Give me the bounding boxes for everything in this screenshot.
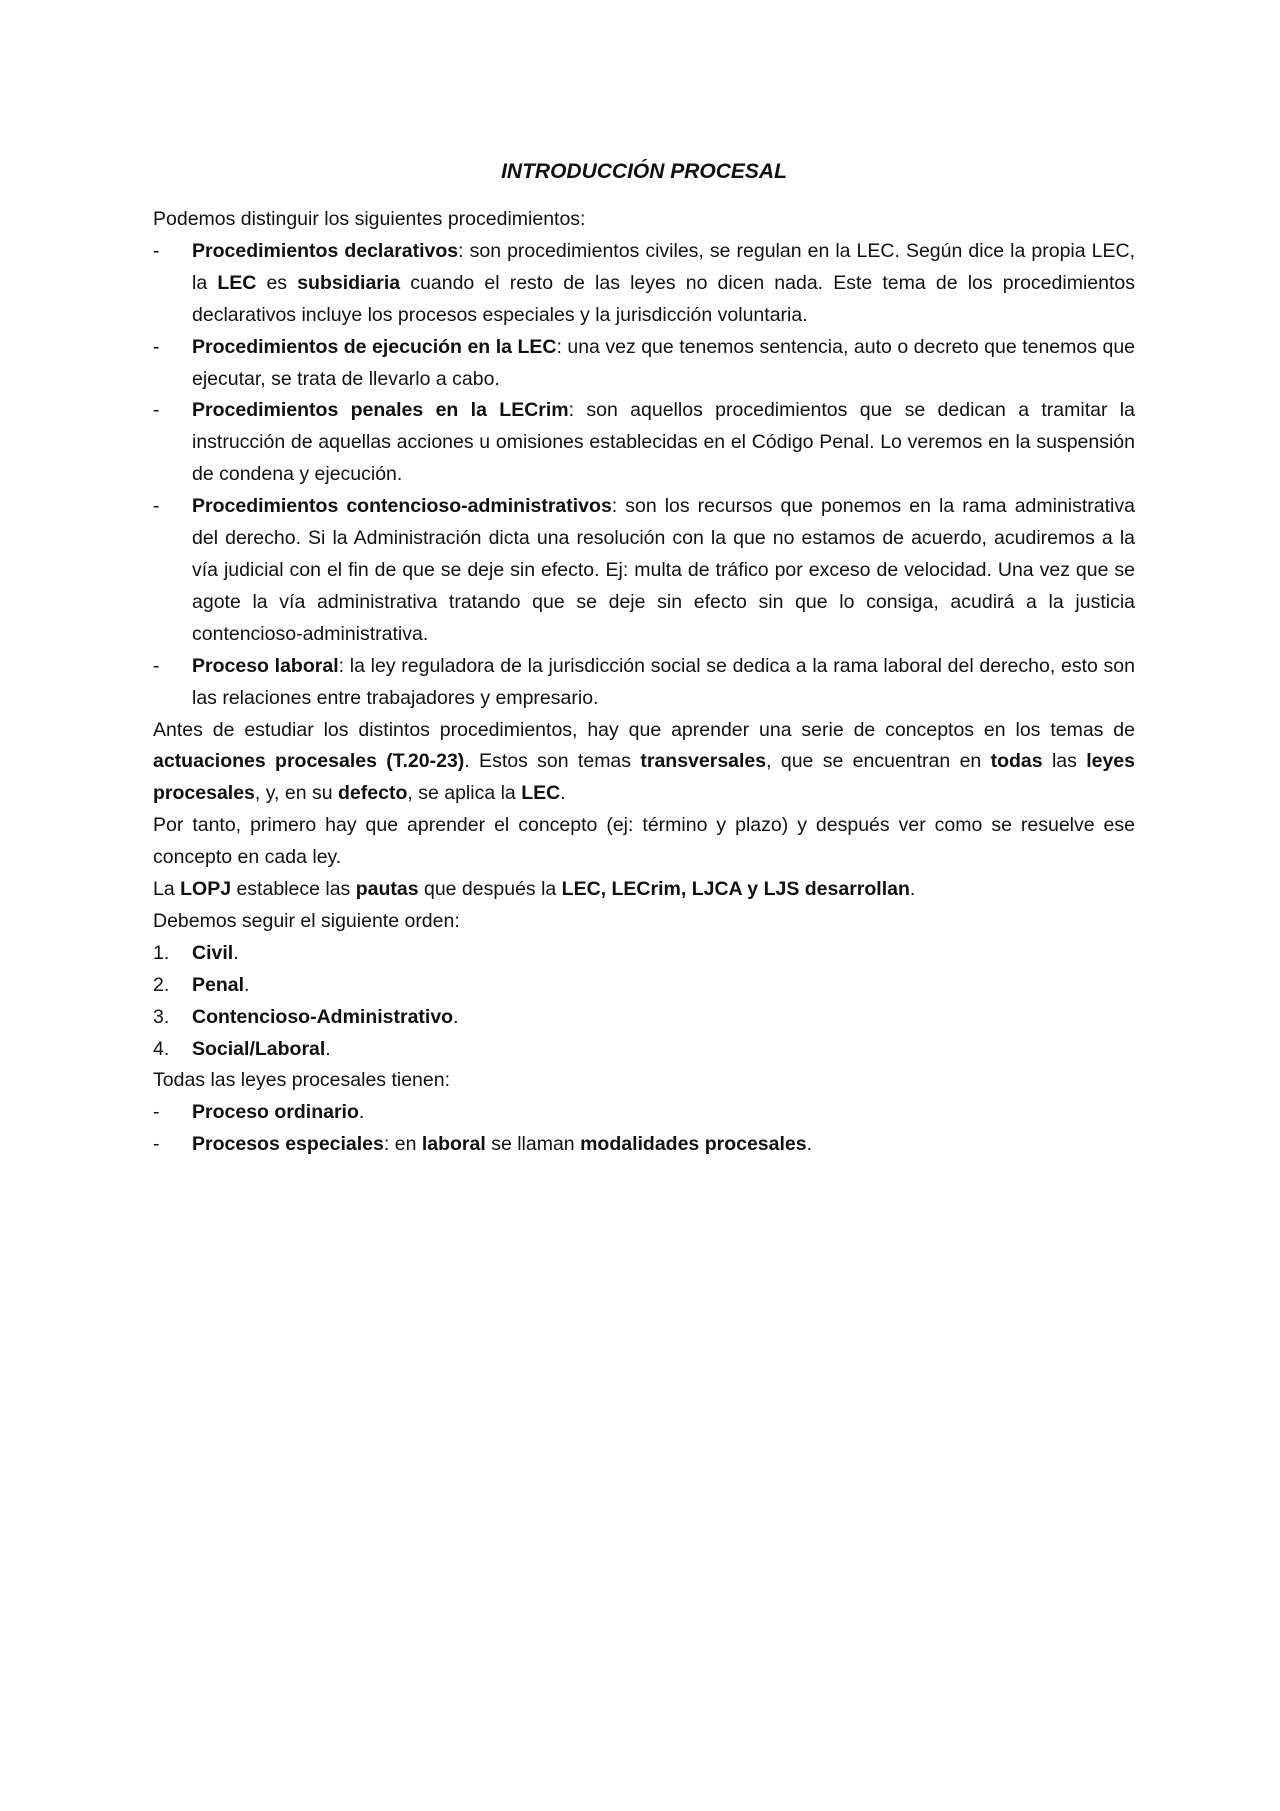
bold-text: pautas <box>355 878 419 901</box>
closing-list <box>153 1097 1135 1161</box>
list-marker: - <box>153 495 160 518</box>
text-run: , y, en su <box>254 782 339 805</box>
procedure-item <box>153 236 1135 332</box>
text-run: . Estos son temas <box>464 750 641 773</box>
body-paragraph <box>153 874 1135 906</box>
closing-item <box>153 1129 1135 1161</box>
text-run: . <box>560 782 566 805</box>
bold-text: defecto <box>338 782 408 805</box>
text-run: se llaman <box>485 1133 581 1156</box>
intro-paragraph: Podemos distinguir los siguientes procedimientos: <box>153 208 586 230</box>
procedure-item <box>153 332 1135 396</box>
procedures-list <box>153 236 1135 715</box>
bold-text: Contencioso-Administrativo <box>192 1005 454 1028</box>
bold-text: Penal <box>192 973 245 996</box>
body-paragraph <box>153 906 1135 938</box>
text-run: . <box>806 1133 813 1156</box>
text-run: . <box>325 1037 331 1060</box>
bold-text: actuaciones procesales (T.20-23) <box>153 750 465 773</box>
list-marker: - <box>153 335 160 358</box>
bold-text: todas <box>990 750 1043 773</box>
list-marker: - <box>153 1133 160 1156</box>
procedure-item <box>153 395 1135 491</box>
order-item <box>153 938 1135 970</box>
text-run: cuando el resto de las leyes no dicen nada. Este tema de los procedimientos declarativos incluye los procesos especiales y la jurisdicción voluntaria. <box>192 271 1135 326</box>
order-item <box>153 1034 1135 1066</box>
text-run: : son procedimientos civiles, se regulan en la LEC. Según dice la propia LEC, la <box>192 239 1135 294</box>
text-run: : en <box>383 1133 422 1156</box>
body-paragraphs <box>153 715 1135 938</box>
list-marker: 3. <box>153 1005 170 1028</box>
bold-text: laboral <box>421 1133 486 1156</box>
bold-text: Procedimientos contencioso-administrativos <box>192 495 612 518</box>
document-page <box>153 156 1135 1161</box>
text-run: las <box>1042 750 1087 773</box>
bold-text: Procesos especiales <box>192 1133 384 1156</box>
body-paragraph <box>153 810 1135 874</box>
list-marker: 1. <box>153 941 170 964</box>
text-run: : una vez que tenemos sentencia, auto o decreto que tenemos que ejecutar, se trata de llevarlo a cabo. <box>192 335 1136 390</box>
bold-text: leyes procesales <box>153 750 1136 805</box>
list-marker: - <box>153 239 160 262</box>
text-run: . <box>358 1101 365 1124</box>
list-marker: 2. <box>153 973 170 996</box>
list-marker: - <box>153 654 160 677</box>
closing-intro-paragraph: Todas las leyes procesales tienen: <box>153 1069 451 1092</box>
bold-text: modalidades procesales <box>580 1133 807 1156</box>
text-run: : son aquellos procedimientos que se dedican a tramitar la instrucción de aquellas acciones u omisiones establecidas en el Código Penal. Lo veremos en la suspensión de condena y ejecución. <box>192 399 1135 486</box>
bold-text: subsidiaria <box>297 271 401 294</box>
text-run: . <box>244 973 250 996</box>
bold-text: Procedimientos penales en la LECrim <box>192 399 569 422</box>
bold-text: Proceso ordinario <box>192 1101 359 1124</box>
order-item <box>153 970 1135 1002</box>
body-paragraph <box>153 715 1135 811</box>
bold-text: Procedimientos de ejecución en la LEC <box>192 335 557 358</box>
text-run: Antes de estudiar los distintos procedimientos, hay que aprender una serie de conceptos en los temas de <box>153 718 1135 741</box>
bold-text: LEC, LECrim, LJCA y LJS desarrollan <box>561 878 910 901</box>
list-marker: 4. <box>153 1037 170 1060</box>
text-run: . <box>453 1005 459 1028</box>
bold-text: LOPJ <box>180 878 232 901</box>
text-run: . <box>909 878 916 901</box>
text-run: Por tanto, primero hay que aprender el concepto (ej: término y plazo) y después ver como se resuelve ese concepto en cada ley. <box>153 814 1135 869</box>
bold-text: Social/Laboral <box>192 1037 326 1060</box>
text-run: Debemos seguir el siguiente orden: <box>153 909 460 932</box>
closing-item <box>153 1097 1135 1129</box>
procedure-item <box>153 491 1135 651</box>
bold-text: Proceso laboral <box>192 654 339 677</box>
text-run: que después la <box>418 878 562 901</box>
text-run: es <box>256 271 298 294</box>
list-marker: - <box>153 1101 160 1124</box>
bold-text: LEC <box>217 271 257 294</box>
bold-text: transversales <box>640 750 767 773</box>
text-run: : la ley reguladora de la jurisdicción social se dedica a la rama laboral del derecho, esto son las relaciones entre trabajadores y empresario. <box>192 654 1135 709</box>
document-title: INTRODUCCIÓN PROCESAL <box>501 160 787 183</box>
text-run: , se aplica la <box>407 782 522 805</box>
text-run: establece las <box>231 878 356 901</box>
procedure-item <box>153 651 1135 715</box>
bold-text: Civil <box>192 941 234 964</box>
text-run: La <box>153 878 181 901</box>
order-item <box>153 1002 1135 1034</box>
bold-text: LEC <box>521 782 561 805</box>
order-list <box>153 938 1135 1066</box>
text-run: : son los recursos que ponemos en la rama administrativa del derecho. Si la Administración dicta una resolución con la que no estamos de acuerdo, acudiremos a la vía judicial con el fin de que se deje sin efecto. Ej: multa de tráfico por exceso de velocidad. Una vez que se agote la vía administrativa tratando que se deje sin efecto sin que lo consiga, acudirá a la justicia contencioso-administrativa. <box>192 495 1135 645</box>
text-run: , que se encuentran en <box>766 750 991 773</box>
list-marker: - <box>153 399 160 422</box>
text-run: . <box>233 941 239 964</box>
bold-text: Procedimientos declarativos <box>192 239 459 262</box>
